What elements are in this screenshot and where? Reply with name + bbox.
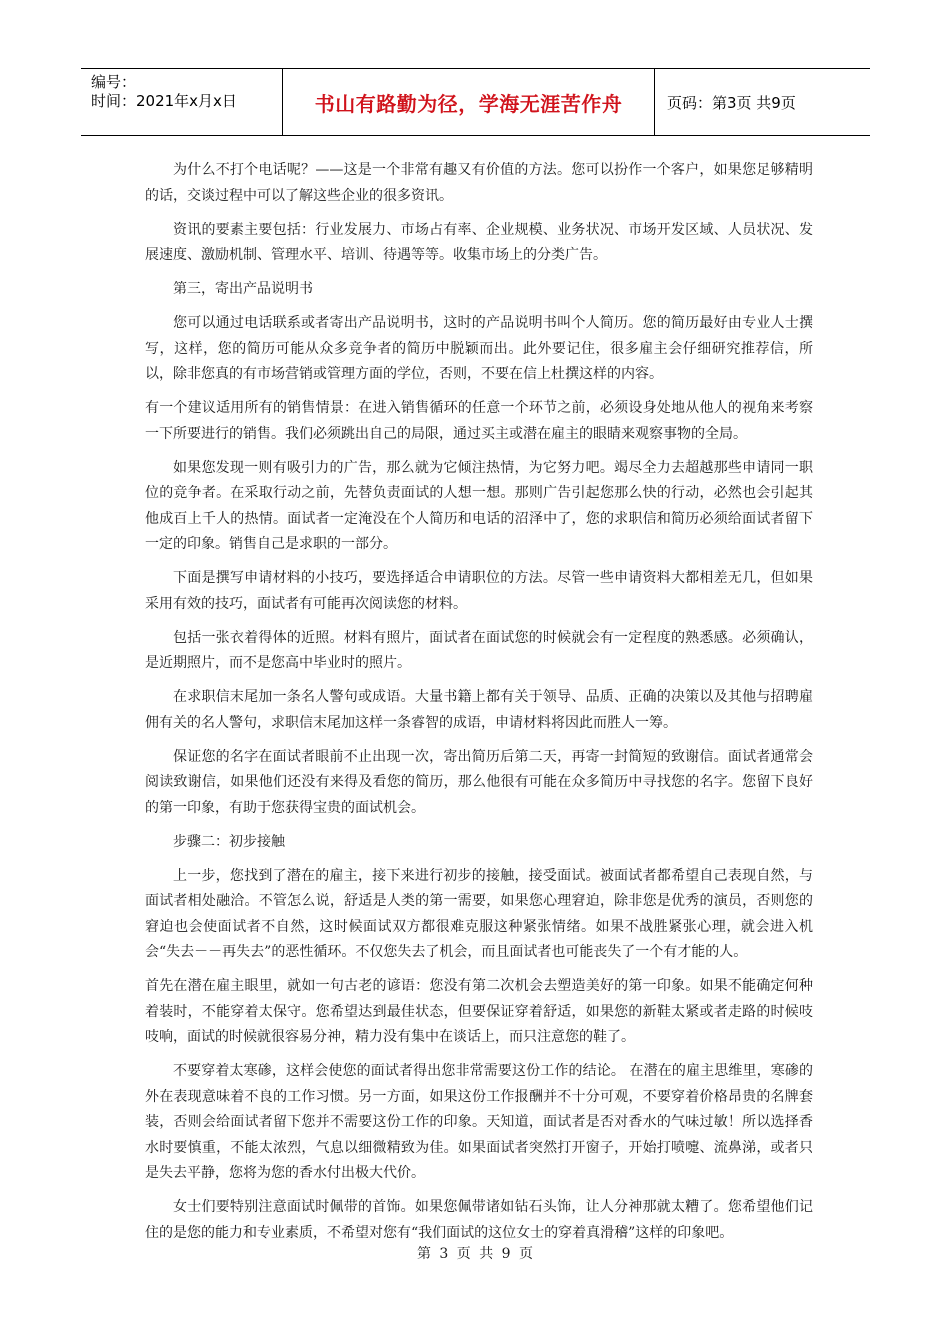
document-body (145, 158, 813, 1255)
header-page-number: 页码：第3页 共9页 (667, 93, 796, 112)
paragraph: 不要穿着太寒碜，这样会使您的面试者得出您非常需要这份工作的结论。 在潜在的雇主思维里，寒碜的外在表现意味着不良的工作习惯。另一方面，如果这份工作报酬并不十分可观，不要穿着价格昂贵的名牌套装，否则会给面试者留下您并不需要这份工作的印象。天知道，面试者是否对香水的气味过敏！所以选择香水时要慎重，不能太浓烈，气息以细微精致为佳。如果面试者突然打开窗子，开始打喷嚏、流鼻涕，或者只是失去平静，您将为您的香水付出极大代价。 (145, 1063, 813, 1181)
section-heading: 步骤二：初步接触 (173, 833, 285, 850)
paragraph: 如果您发现一则有吸引力的广告，那么就为它倾注热情，为它努力吧。竭尽全力去超越那些申请同一职位的竞争者。在采取行动之前，先替负责面试的人想一想。那则广告引起您那么快的行动，必然也会引起其他成百上千人的热情。面试者一定淹没在个人简历和电话的沼泽中了，您的求职信和简历必须给面试者留下一定的印象。销售自己是求职的一部分。 (145, 459, 813, 552)
paragraph: 在求职信末尾加一条名人警句或成语。大量书籍上都有关于领导、品质、正确的决策以及其他与招聘雇佣有关的名人警句，求职信末尾加这样一条睿智的成语，申请材料将因此而胜人一筹。 (145, 689, 813, 731)
page-header (81, 68, 870, 136)
document-number-label: 编号： (91, 73, 137, 91)
header-motto: 书山有路勤为径，学海无涯苦作舟 (283, 69, 655, 135)
paragraph: 下面是撰写申请材料的小技巧，要选择适合申请职位的方法。尽管一些申请资料大都相差无几，但如果采用有效的技巧，面试者有可能再次阅读您的材料。 (145, 570, 813, 612)
paragraph: 包括一张衣着得体的近照。材料有照片，面试者在面试您的时候就会有一定程度的熟悉感。必须确认，是近期照片，而不是您高中毕业时的照片。 (145, 629, 813, 671)
paragraph: 为什么不打个电话呢？——这是一个非常有趣又有价值的方法。您可以扮作一个客户，如果您足够精明的话，交谈过程中可以了解这些企业的很多资讯。 (145, 162, 813, 204)
section-heading: 第三，寄出产品说明书 (173, 281, 313, 297)
document-date-label: 时间：2021年x月x日 (91, 92, 237, 110)
paragraph: 首先在潜在雇主眼里，就如一句古老的谚语：您没有第二次机会去塑造美好的第一印象。如果不能确定何种着装时，不能穿着太保守。您希望达到最佳状态，但要保证穿着舒适，如果您的新鞋太紧或者走路的时候吱吱响，面试的时候就很容易分神，精力没有集中在谈话上，而只注意您的鞋了。 (145, 978, 813, 1045)
paragraph: 保证您的名字在面试者眼前不止出现一次，寄出简历后第二天，再寄一封简短的致谢信。面试者通常会阅读致谢信，如果他们还没有来得及看您的简历，那么他很有可能在众多简历中寻找您的名字。您留下良好的第一印象，有助于您获得宝贵的面试机会。 (145, 748, 813, 816)
header-meta (81, 69, 283, 135)
paragraph: 上一步，您找到了潜在的雇主，接下来进行初步的接触，接受面试。被面试者都希望自己表现自然，与面试者相处融洽。不管怎么说，舒适是人类的第一需要，如果您心理窘迫，除非您是优秀的演员，否则您的窘迫也会使面试者不自然，这时候面试双方都很难克服这种紧张情绪。如果不战胜紧张心理，就会进入机会“失去－－再失去”的恶性循环。不仅您失去了机会，而且面试者也可能丧失了一个有才能的人。 (145, 867, 813, 960)
paragraph: 您可以通过电话联系或者寄出产品说明书，这时的产品说明书叫个人简历。您的简历最好由专业人士撰写，这样，您的简历可能从众多竞争者的简历中脱颖而出。此外要记住，很多雇主会仔细研究推荐信，所以，除非您真的有市场营销或管理方面的学位，否则，不要在信上杜撰这样的内容。 (145, 315, 813, 382)
paragraph: 有一个建议适用所有的销售情景：在进入销售循环的任意一个环节之前，必须设身处地从他人的视角来考察一下所要进行的销售。我们必须跳出自己的局限，通过买主或潜在雇主的眼睛来观察事物的全局。 (145, 400, 813, 442)
paragraph: 女士们要特别注意面试时佩带的首饰。如果您佩带诸如钻石头饰，让人分神那就太糟了。您希望他们记住的是您的能力和专业素质，不希望对您有“我们面试的这位女士的穿着真滑稽”这样的印象吧。 (145, 1199, 813, 1241)
page-footer: 第 3 页 共 9 页 (416, 1246, 534, 1262)
paragraph: 资讯的要素主要包括：行业发展力、市场占有率、企业规模、业务状况、市场开发区域、人员状况、发展速度、激励机制、管理水平、培训、待遇等等。收集市场上的分类广告。 (145, 221, 813, 263)
